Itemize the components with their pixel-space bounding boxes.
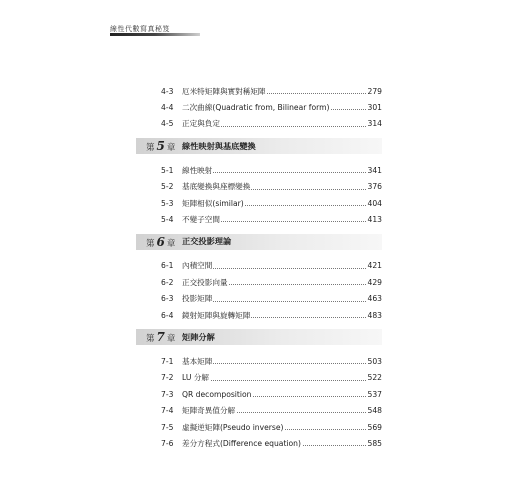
toc-entry[interactable] <box>136 435 382 451</box>
toc-entry[interactable] <box>136 99 382 115</box>
section-title: 基底變換與座標變換 <box>182 182 251 192</box>
chapter-title: 正交投影理論 <box>182 236 232 247</box>
section-title: 正定與負定 <box>182 119 220 129</box>
section-title: 正交投影向量 <box>182 277 228 287</box>
toc-entry[interactable] <box>136 353 382 369</box>
toc-entry[interactable] <box>136 370 382 386</box>
page-number: 503 <box>367 356 382 366</box>
toc-entry[interactable] <box>136 162 382 178</box>
section-title: 二次曲線(Quadratic from, Bilinear form) <box>182 103 330 113</box>
toc-entry[interactable] <box>136 386 382 402</box>
section-number: 6-3 <box>161 294 174 304</box>
toc-entry[interactable] <box>136 195 382 211</box>
section-title: 投影矩陣 <box>182 294 213 304</box>
section-number: 7-4 <box>161 406 174 416</box>
chapter-prefix: 第 <box>146 334 155 345</box>
header-rule <box>110 33 200 36</box>
section-number: 7-6 <box>161 438 174 448</box>
section-number: 5-1 <box>161 165 174 175</box>
toc-entry[interactable] <box>136 179 382 195</box>
page-number: 569 <box>367 422 382 432</box>
toc-entry[interactable] <box>136 402 382 418</box>
section-number: 5-3 <box>161 198 174 208</box>
chapter-suffix: 章 <box>166 143 176 154</box>
chapter-suffix: 章 <box>166 334 176 345</box>
running-header: 線性代數寫真秘笈 <box>110 25 170 33</box>
page-number: 483 <box>367 310 382 320</box>
section-number: 7-1 <box>161 356 174 366</box>
page-number: 341 <box>367 165 382 175</box>
page-number: 301 <box>367 103 382 113</box>
page-number: 429 <box>367 277 382 287</box>
section-title: 鏡射矩陣與旋轉矩陣 <box>182 310 251 320</box>
section-title: 矩陣奇異值分解 <box>182 406 236 416</box>
chapter-heading <box>136 234 382 250</box>
chapter-number <box>146 139 175 153</box>
page-number: 413 <box>367 215 382 225</box>
toc-entry[interactable] <box>136 307 382 323</box>
section-number: 5-2 <box>161 182 174 192</box>
page-number: 522 <box>367 373 382 383</box>
section-title: 不變子空間 <box>182 215 220 225</box>
toc-entry[interactable] <box>136 258 382 274</box>
section-number: 4-4 <box>161 103 174 113</box>
toc-entry[interactable] <box>136 116 382 132</box>
section-number: 7-5 <box>161 422 174 432</box>
page-number: 548 <box>367 406 382 416</box>
chapter-suffix: 章 <box>166 238 176 249</box>
section-number: 7-2 <box>161 373 174 383</box>
page-number: 404 <box>367 198 382 208</box>
toc-entry[interactable] <box>136 211 382 227</box>
section-number: 5-4 <box>161 215 174 225</box>
chapter-digit: 7 <box>156 330 165 345</box>
section-title: 矩陣相似(similar) <box>182 198 244 208</box>
chapter-heading <box>136 138 382 154</box>
chapter-prefix: 第 <box>146 238 155 249</box>
section-number: 6-1 <box>161 261 174 271</box>
chapter-title: 線性映射與基底變換 <box>182 140 256 151</box>
chapter-prefix: 第 <box>146 143 155 154</box>
section-title: QR decomposition <box>182 389 252 399</box>
section-title: 虛擬逆矩陣(Pseudo inverse) <box>182 422 284 432</box>
section-number: 7-3 <box>161 389 174 399</box>
section-number: 6-2 <box>161 277 174 287</box>
chapter-number <box>146 330 175 344</box>
chapter-title: 矩陣分解 <box>182 331 215 342</box>
page-number: 314 <box>367 119 382 129</box>
chapter-digit: 5 <box>156 139 165 154</box>
section-title: LU 分解 <box>182 373 210 383</box>
page-number: 376 <box>367 182 382 192</box>
toc-entry[interactable] <box>136 291 382 307</box>
chapter-digit: 6 <box>156 234 165 249</box>
toc-entry[interactable] <box>136 83 382 99</box>
section-title: 線性映射 <box>182 165 213 175</box>
page-number: 463 <box>367 294 382 304</box>
section-number: 6-4 <box>161 310 174 320</box>
section-title: 內積空間 <box>182 261 213 271</box>
table-of-contents <box>136 83 382 452</box>
page-number: 537 <box>367 389 382 399</box>
section-title: 厄米特矩陣與實對稱矩陣 <box>182 86 266 96</box>
section-title: 差分方程式(Difference equation) <box>182 438 301 448</box>
page-number: 279 <box>367 86 382 96</box>
section-number: 4-3 <box>161 86 174 96</box>
chapter-heading <box>136 329 382 345</box>
page-number: 421 <box>367 261 382 271</box>
toc-entry[interactable] <box>136 274 382 290</box>
section-number: 4-5 <box>161 119 174 129</box>
chapter-number <box>146 235 175 249</box>
section-title: 基本矩陣 <box>182 356 213 366</box>
toc-entry[interactable] <box>136 419 382 435</box>
page-number: 585 <box>367 438 382 448</box>
